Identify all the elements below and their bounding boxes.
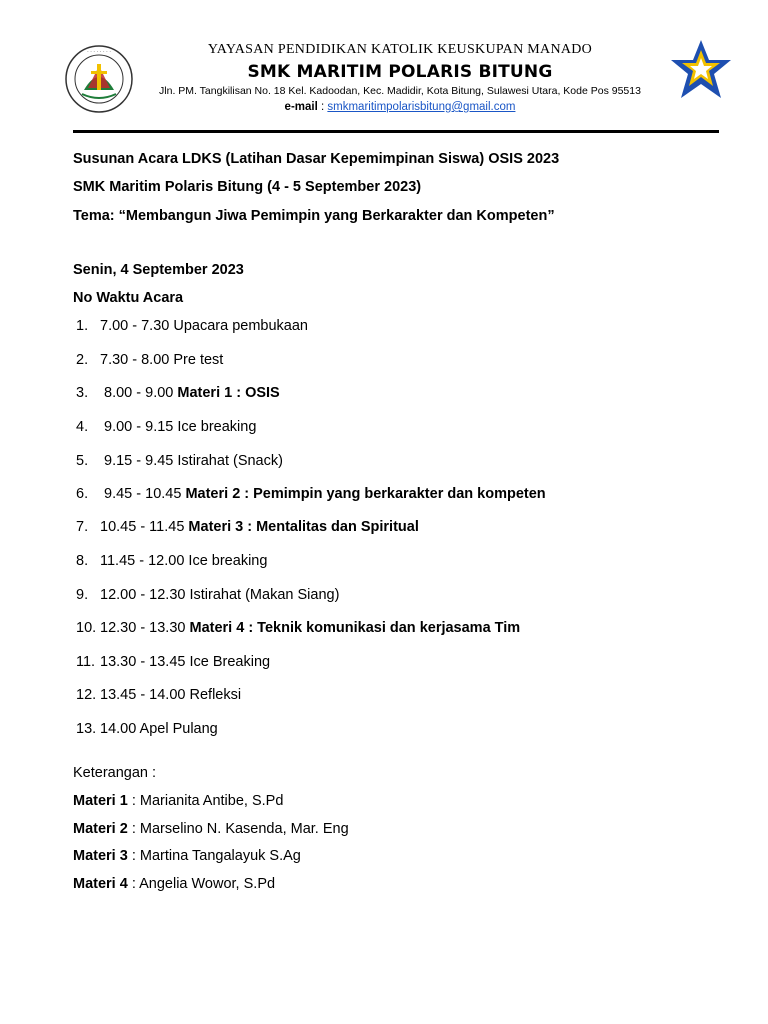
email-link[interactable]: smkmaritimpolarisbitung@gmail.com — [327, 101, 516, 113]
item-time: 9.00 - 9.15 — [100, 419, 174, 435]
item-title: Istirahat (Makan Siang) — [189, 587, 340, 603]
item-number: 2. — [76, 352, 89, 368]
note-label: Materi 3 — [73, 848, 128, 864]
item-time: 14.00 — [100, 721, 137, 737]
school-name: SMK MARITIM POLARIS BITUNG — [247, 62, 553, 82]
item-title: Materi 3 : Mentalitas dan Spiritual — [188, 519, 419, 535]
schedule-item — [76, 587, 339, 603]
note-item — [73, 821, 349, 837]
item-number: 8. — [76, 553, 89, 569]
item-title: Materi 1 : OSIS — [177, 385, 280, 401]
schedule-item — [76, 519, 419, 535]
email-separator: : — [317, 101, 328, 113]
note-value: Angelia Wowor, S.Pd — [139, 876, 276, 892]
note-value: Martina Tangalayuk S.Ag — [139, 848, 301, 864]
note-item — [73, 876, 275, 892]
note-item — [73, 793, 283, 809]
item-title: Apel Pulang — [139, 721, 218, 737]
schedule-item — [76, 486, 546, 502]
schedule-item — [76, 453, 283, 469]
item-number: 4. — [76, 419, 89, 435]
item-number: 5. — [76, 453, 89, 469]
item-time: 12.30 - 13.30 — [100, 620, 186, 636]
school-address: Jln. PM. Tangkilisan No. 18 Kel. Kadoodan, Kec. Madidir, Kota Bitung, Sulawesi Utara, Kode Pos 95513 — [159, 85, 641, 97]
note-separator: : — [127, 793, 140, 809]
email-line — [0, 101, 768, 113]
schedule-day: Senin, 4 September 2023 — [73, 262, 244, 278]
item-title: Ice Breaking — [189, 654, 271, 670]
schedule-item — [76, 352, 223, 368]
letterhead-divider — [73, 130, 719, 133]
schedule-columns: No Waktu Acara — [73, 290, 184, 306]
item-number: 9. — [76, 587, 89, 603]
note-separator: : — [127, 876, 140, 892]
schedule-item — [76, 620, 520, 636]
item-time: 9.15 - 9.45 — [100, 453, 174, 469]
item-title: Pre test — [173, 352, 224, 368]
item-title: Upacara pembukaan — [173, 318, 308, 334]
note-value: Marselino N. Kasenda, Mar. Eng — [139, 821, 349, 837]
schedule-item — [76, 687, 241, 703]
doc-theme: Tema: “Membangun Jiwa Pemimpin yang Berkarakter dan Kompeten” — [73, 208, 555, 224]
star-shield-icon — [668, 38, 734, 104]
item-title: Materi 4 : Teknik komunikasi dan kerjasama Tim — [189, 620, 521, 636]
note-label: Materi 4 — [73, 876, 128, 892]
item-time: 13.45 - 14.00 — [100, 687, 186, 703]
schedule-item — [76, 318, 308, 334]
note-label: Materi 1 — [73, 793, 128, 809]
item-title: Istirahat (Snack) — [177, 453, 283, 469]
note-separator: : — [127, 821, 140, 837]
item-number: 7. — [76, 519, 89, 535]
item-time: 10.45 - 11.45 — [100, 519, 185, 535]
item-number: 6. — [76, 486, 89, 502]
item-number: 10. — [76, 620, 97, 636]
item-title: Refleksi — [189, 687, 242, 703]
note-value: Marianita Antibe, S.Pd — [139, 793, 284, 809]
doc-title-line2: SMK Maritim Polaris Bitung (4 - 5 September 2023) — [73, 179, 422, 195]
note-item — [73, 848, 301, 864]
foundation-name: YAYASAN PENDIDIKAN KATOLIK KEUSKUPAN MANADO — [207, 42, 593, 57]
svg-text:· · · · · · · ·: · · · · · · · · — [87, 49, 111, 55]
schedule-item — [76, 654, 270, 670]
schedule-item — [76, 419, 256, 435]
item-number: 11. — [76, 654, 96, 670]
email-label: e-mail — [284, 101, 318, 113]
doc-title-line1: Susunan Acara LDKS (Latihan Dasar Kepemimpinan Siswa) OSIS 2023 — [73, 151, 560, 167]
item-time: 7.00 - 7.30 — [100, 318, 170, 334]
schedule-item — [76, 385, 280, 401]
schedule-item — [76, 553, 267, 569]
item-number: 12. — [76, 687, 97, 703]
item-number: 3. — [76, 385, 89, 401]
item-time: 13.30 - 13.45 — [100, 654, 186, 670]
item-number: 1. — [76, 318, 89, 334]
item-title: Materi 2 : Pemimpin yang berkarakter dan kompeten — [185, 486, 546, 502]
item-time: 12.00 - 12.30 — [100, 587, 186, 603]
letterhead — [0, 0, 768, 140]
item-time: 7.30 - 8.00 — [100, 352, 170, 368]
item-title: Ice breaking — [177, 419, 257, 435]
notes-heading: Keterangan : — [73, 765, 157, 781]
note-separator: : — [127, 848, 140, 864]
item-time: 11.45 - 12.00 — [100, 553, 185, 569]
note-label: Materi 2 — [73, 821, 128, 837]
schedule-item — [76, 721, 218, 737]
item-time: 9.45 - 10.45 — [100, 486, 182, 502]
item-time: 8.00 - 9.00 — [100, 385, 174, 401]
item-title: Ice breaking — [188, 553, 268, 569]
item-number: 13. — [76, 721, 97, 737]
